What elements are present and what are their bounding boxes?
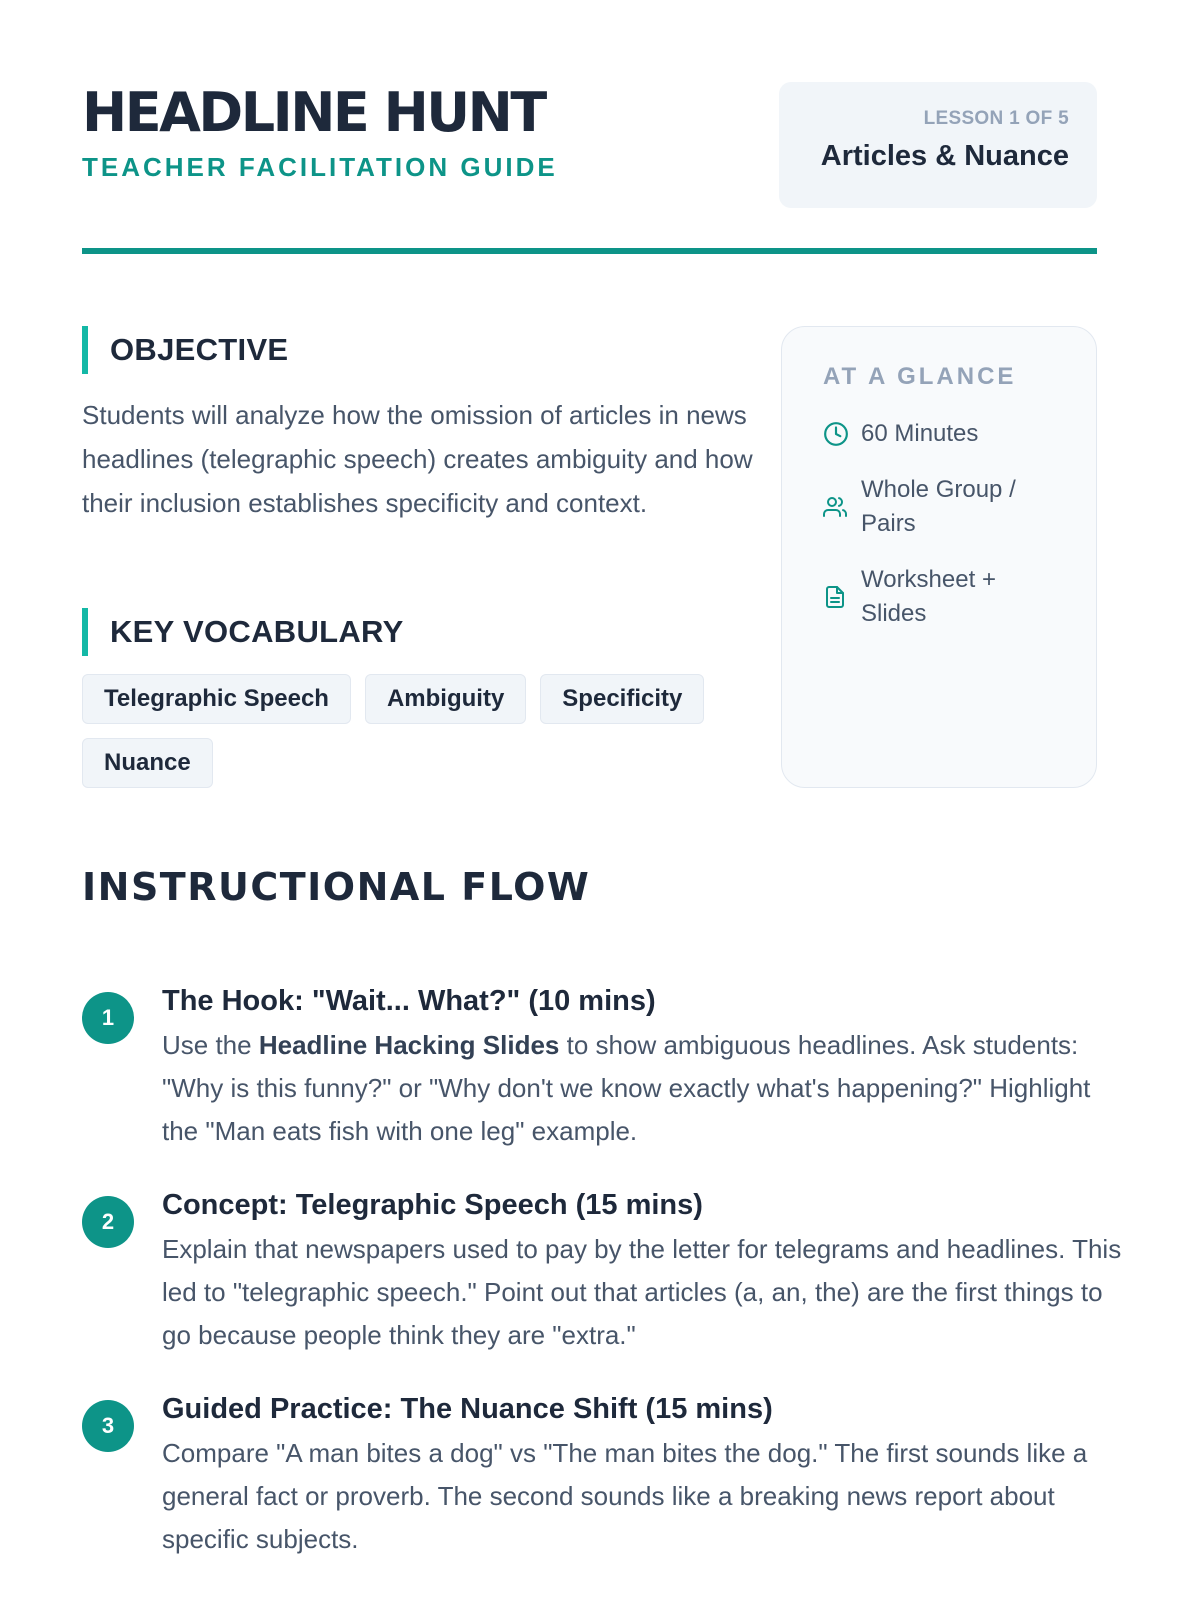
- vocab-chip: Ambiguity: [365, 674, 526, 724]
- lesson-count: LESSON 1 OF 5: [923, 108, 1069, 129]
- guide-title: HEADLINE HUNT: [82, 81, 545, 144]
- step-item: [82, 1390, 1122, 1561]
- header-divider: [82, 248, 1097, 254]
- objective-heading: OBJECTIVE: [82, 326, 288, 374]
- resource-name: Headline Hacking Slides: [258, 1030, 560, 1060]
- lesson-badge: [779, 82, 1097, 208]
- glance-title: AT A GLANCE: [823, 363, 1017, 390]
- objective-text: Students will analyze how the omission of articles in news headlines (telegraphic speech) creates ambiguity and how their inclusion establishes specificity and context.: [82, 400, 753, 518]
- glance-item-text: Whole Group / Pairs: [861, 476, 1016, 537]
- vocab-chip: Telegraphic Speech: [82, 674, 351, 724]
- step-number-badge: 3: [82, 1400, 134, 1452]
- step-number-badge: 2: [82, 1196, 134, 1248]
- step-description: Compare "A man bites a dog" vs "The man bites the dog." The first sounds like a general fact or proverb. The second sounds like a breaking news report about specific subjects.: [162, 1438, 1088, 1554]
- step-text: Use the: [162, 1030, 259, 1060]
- instructional-steps: [82, 982, 1122, 1594]
- vocabulary-list: [82, 674, 762, 788]
- overview-section: [82, 258, 1097, 818]
- instructional-flow-heading: INSTRUCTIONAL FLOW: [82, 865, 591, 909]
- glance-item-text: 60 Minutes: [861, 420, 979, 447]
- at-a-glance-card: [781, 326, 1097, 788]
- glance-list: [823, 417, 1066, 631]
- vocab-chip: Specificity: [540, 674, 704, 724]
- glance-item-duration: [823, 417, 1066, 451]
- vocab-chip: Nuance: [82, 738, 213, 788]
- clock-icon: [823, 421, 861, 447]
- lesson-name: Articles & Nuance: [820, 140, 1069, 172]
- step-item: [82, 982, 1122, 1153]
- step-title: Guided Practice: The Nuance Shift (15 mins): [162, 1393, 773, 1425]
- step-item: [82, 1186, 1122, 1357]
- guide-subtitle: TEACHER FACILITATION GUIDE: [82, 152, 558, 182]
- glance-item-text: Worksheet + Slides: [861, 566, 996, 627]
- step-description: [162, 1024, 1122, 1153]
- step-title: Concept: Telegraphic Speech (15 mins): [162, 1189, 703, 1221]
- glance-item-grouping: [823, 473, 1066, 541]
- step-title: The Hook: "Wait... What?" (10 mins): [162, 985, 656, 1017]
- step-text: to show ambiguous headlines. Ask students: "Why is this funny?" or "Why don't we know exactly what's happening?" Highlight the "Man eats fish with one leg" example.: [162, 1030, 1091, 1146]
- header: [82, 0, 1097, 258]
- vocabulary-heading: KEY VOCABULARY: [82, 608, 404, 656]
- step-number-badge: 1: [82, 992, 134, 1044]
- step-description: Explain that newspapers used to pay by the letter for telegrams and headlines. This led to "telegraphic speech." Point out that articles (a, an, the) are the first things to go because people think they are "extra.": [162, 1234, 1122, 1350]
- document-icon: [823, 585, 861, 609]
- glance-item-materials: [823, 563, 1066, 631]
- users-icon: [823, 495, 861, 519]
